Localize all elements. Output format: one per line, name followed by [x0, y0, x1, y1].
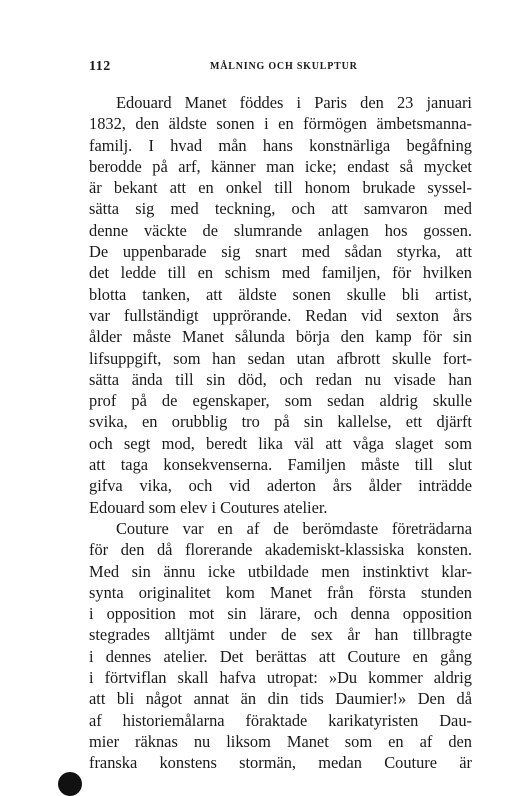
- text-line: är bekant att en onkel till honom brukade syssel-: [89, 178, 472, 198]
- text-line: stegrades alltjämt under de sex år han tillbragte: [89, 625, 472, 645]
- text-line: det ledde till en schism med familjen, för hvilken: [89, 263, 472, 283]
- page-header: [89, 59, 472, 75]
- running-head: MÅLNING OCH SKULPTUR: [210, 61, 358, 72]
- text-line: berodde på arf, känner man icke; endast så mycket: [89, 156, 472, 176]
- ink-blot: [58, 772, 82, 796]
- text-line: att taga konsekvenserna. Familjen måste till slut: [89, 455, 472, 475]
- text-line: familj. I hvad mån hans konstnärliga begåfning: [89, 135, 472, 155]
- text-line: Couture var en af de berömdaste företrädarna: [116, 518, 472, 538]
- text-line: i dennes atelier. Det berättas att Couture en gång: [89, 646, 472, 666]
- text-line: af historiemålarna föraktade karikatyristen Dau-: [89, 710, 472, 730]
- paragraph: [89, 92, 472, 518]
- text-line: sätta ända till sin död, och redan nu visade han: [89, 369, 472, 389]
- paragraph: [89, 518, 472, 774]
- text-line: mier räknas nu liksom Manet som en af den: [89, 731, 472, 751]
- text-line: Edouard Manet föddes i Paris den 23 januari: [116, 93, 472, 112]
- text-line: och segt mod, beredt lika väl att våga slaget som: [89, 433, 472, 453]
- text-line: prof på de egenskaper, som sedan aldrig skulle: [89, 391, 472, 411]
- text-line: 1832, den äldste sonen i en förmögen ämbetsmanna-: [89, 114, 472, 134]
- text-line: sätta sig med teckning, och att samvaron med: [89, 199, 472, 219]
- text-line: var fullständigt upprörande. Redan vid sexton års: [89, 305, 472, 325]
- text-line: i opposition mot sin lärare, och denna opposition: [89, 604, 472, 624]
- text-line: ålder måste Manet sålunda börja den kamp för sin: [89, 327, 472, 347]
- text-line: i förtviflan skall hafva utropat: »Du kommer aldrig: [89, 668, 472, 688]
- text-line: lifsuppgift, som han sedan utan afbrott skulle fort-: [89, 348, 472, 368]
- text-line: för den då florerande akademiskt-klassiska konsten.: [89, 540, 472, 560]
- text-line: blotta tanken, att äldste sonen skulle bli artist,: [89, 284, 472, 304]
- page-number: 112: [89, 59, 111, 74]
- text-line: De uppenbarade sig snart med sådan styrka, att: [89, 242, 472, 262]
- text-line: att bli något annat än din tids Daumier!» Den då: [89, 689, 472, 709]
- text-line: denne väckte de slumrande anlagen hos gossen.: [89, 220, 472, 240]
- text-line: Med sin ännu icke utbildade men instinktivt klar-: [89, 561, 472, 581]
- text-line: synta originalitet kom Manet från första stunden: [89, 582, 472, 602]
- text-line: gifva vika, och vid aderton års ålder inträdde: [89, 476, 472, 496]
- body-text: [89, 92, 472, 774]
- text-line: Edouard som elev i Coutures atelier.: [89, 497, 328, 517]
- text-line: franska konstens stormän, medan Couture är: [89, 753, 472, 773]
- text-line: svika, en orubblig tro på sin kallelse, ett djärft: [89, 412, 472, 432]
